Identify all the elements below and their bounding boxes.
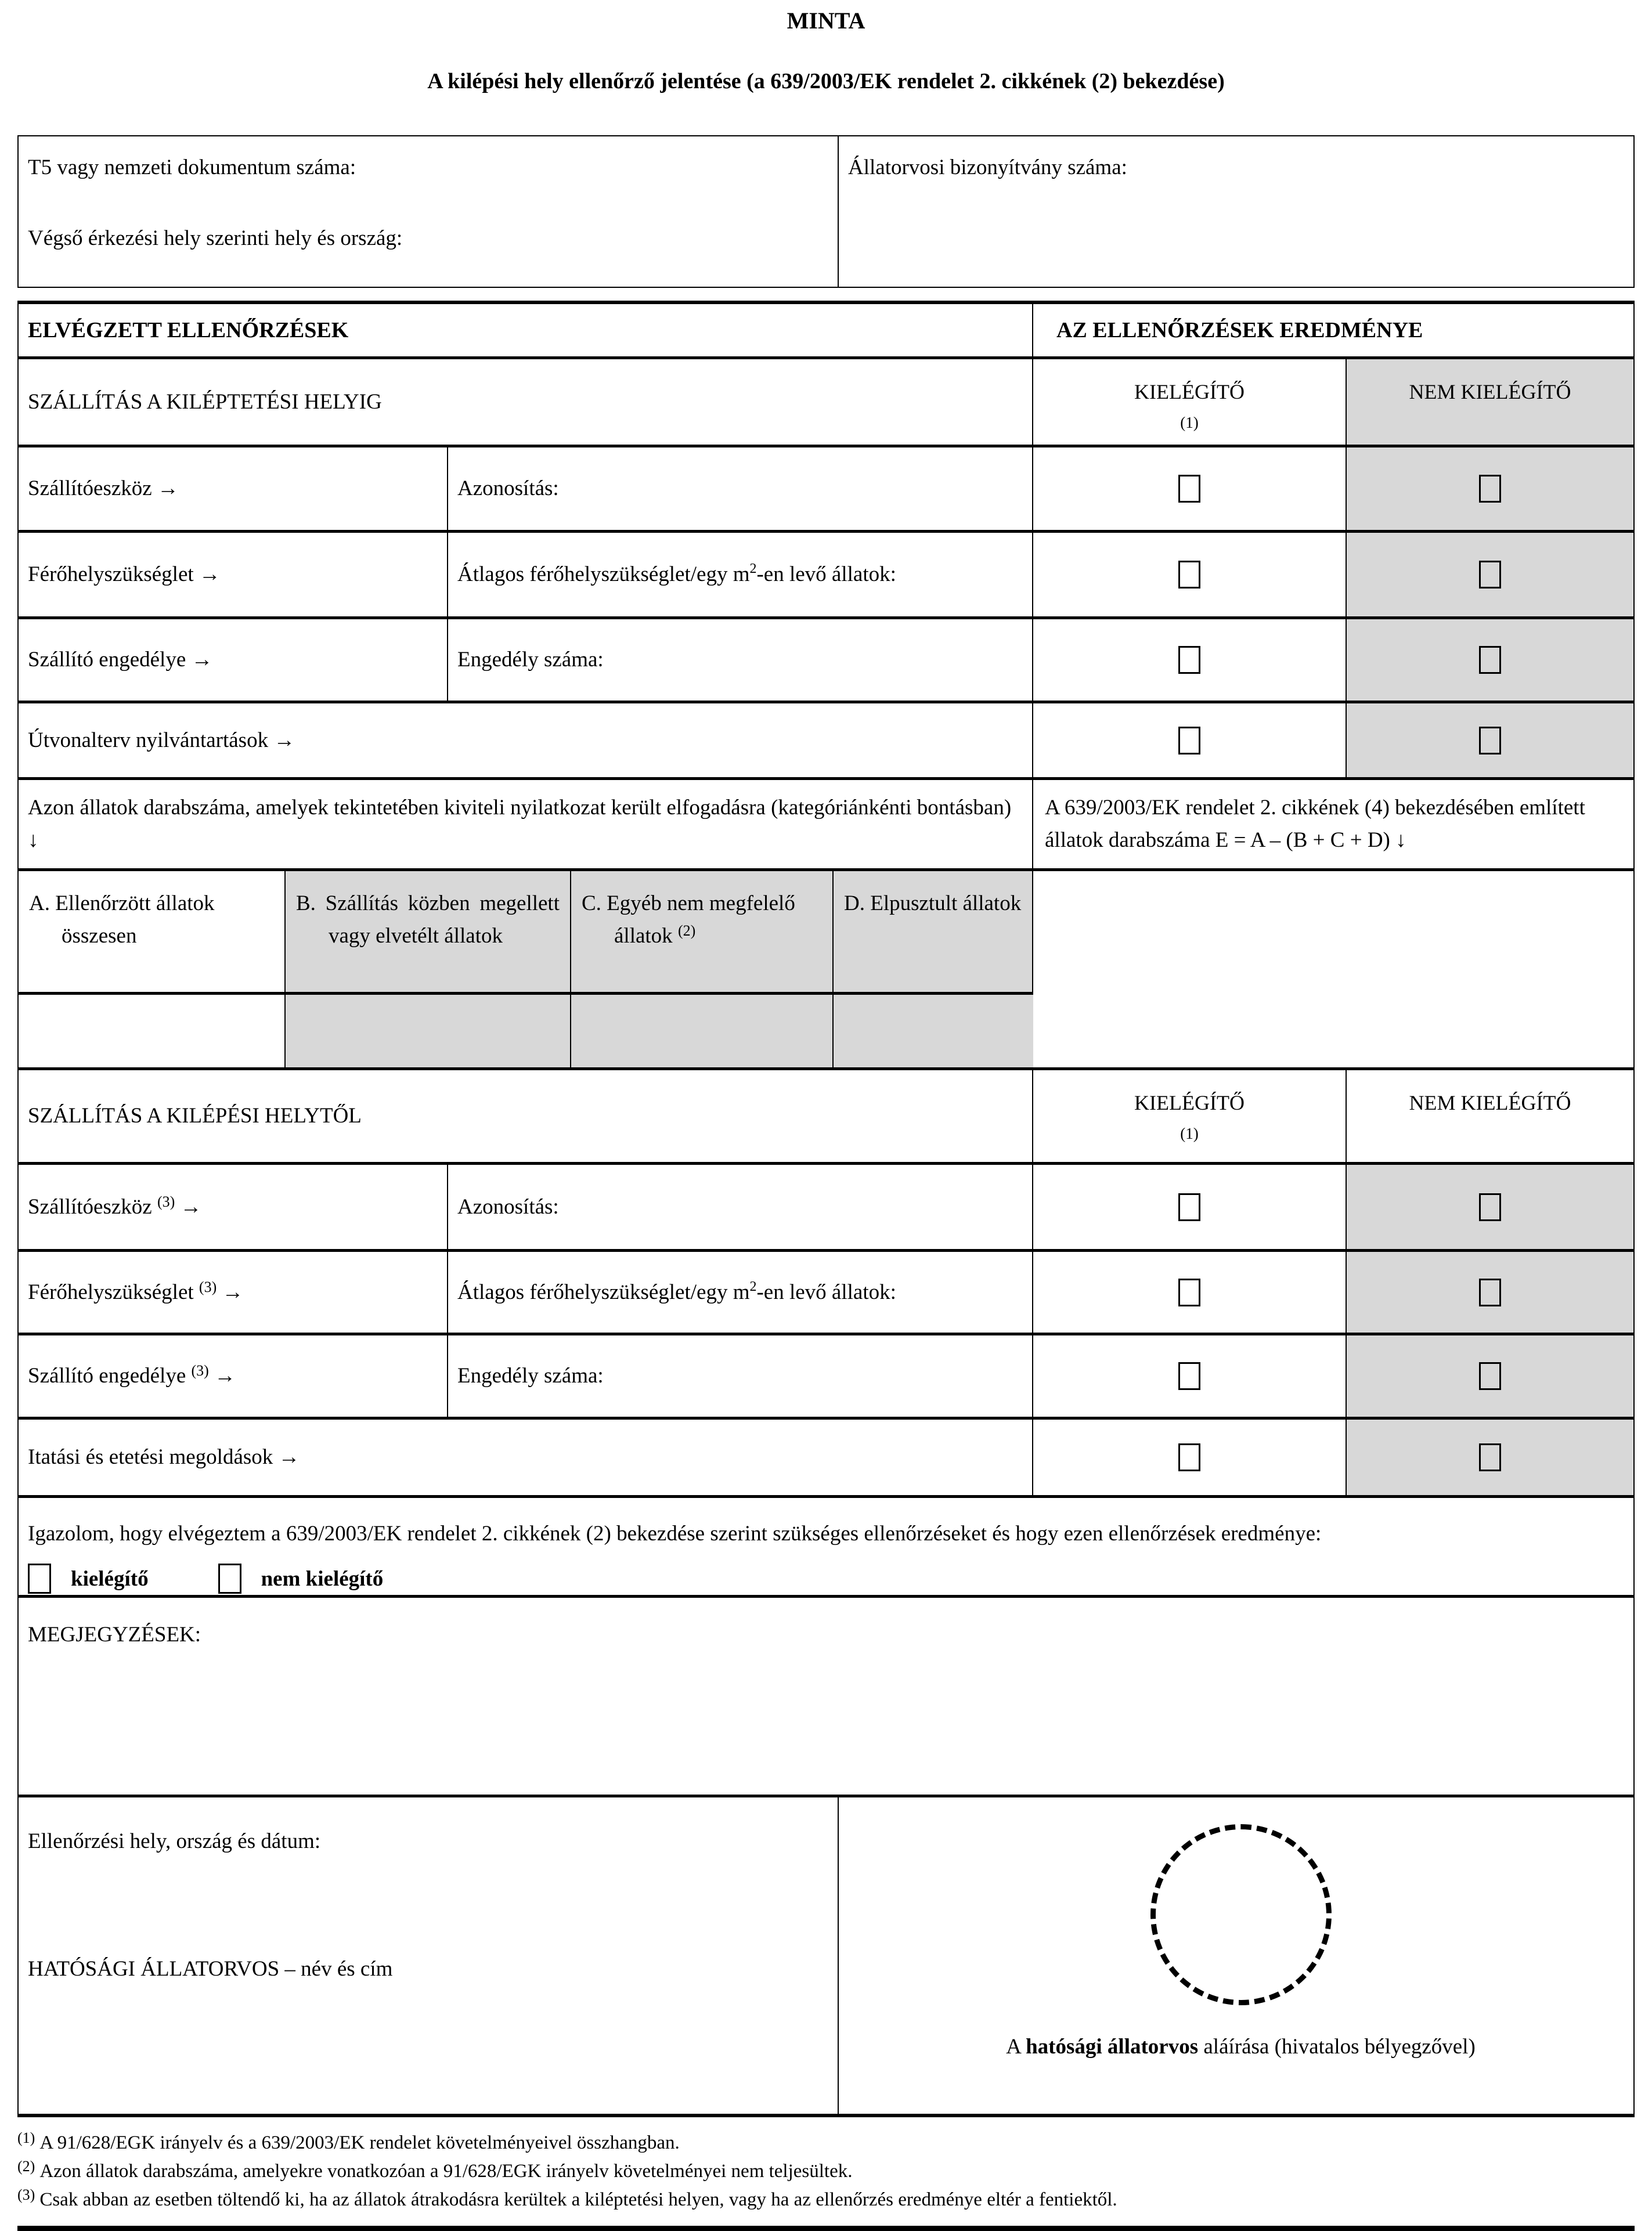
row-label: Férőhelyszükséglet $^{(3)}$ → — [19, 1252, 448, 1333]
signature-caption: A hatósági állatorvos aláírása (hivatalos bélyegzővel) — [1006, 2035, 1476, 2059]
footnote-1: $^{(1)}$ A 91/628/EGK irányelv és a 639/2003/EK rendelet követelményeivel összhangban. — [17, 2129, 680, 2154]
unsatisfactory-cell — [1347, 703, 1633, 777]
satisfactory-checkbox[interactable] — [1178, 1279, 1200, 1306]
arrow-right-icon: → — [217, 1280, 244, 1304]
table-row — [19, 1335, 1633, 1420]
unsatisfactory-checkbox[interactable] — [1479, 646, 1501, 674]
satisfactory-cell — [1033, 447, 1347, 530]
footnote3-marker: (3) — [199, 1278, 217, 1295]
table-row — [19, 533, 1633, 619]
row-detail[interactable]: Engedély száma: — [448, 619, 1033, 701]
satisfactory-cell — [1033, 619, 1347, 701]
col-b-value-cell[interactable] — [286, 995, 571, 1067]
info-right-cell[interactable] — [839, 136, 1633, 287]
col-d-value-cell[interactable] — [834, 995, 1033, 1067]
counts-left-header: Azon állatok darabszáma, amelyek tekintetében kiviteli nyilatkozat került elfogadásra (kategóriánkénti bontásban) ↓ — [19, 780, 1033, 868]
satisfactory-label: kielégítő — [71, 1566, 149, 1591]
section1-header-row — [19, 359, 1633, 447]
unsatisfactory-checkbox[interactable] — [1479, 1279, 1501, 1306]
official-stamp-placeholder — [1150, 1824, 1332, 2005]
comments-cell[interactable] — [19, 1598, 1633, 1795]
arrow-right-icon: → — [208, 1364, 236, 1388]
col-c-header: C. Egyéb nem megfelelő állatok $^{(2)}$ — [571, 871, 834, 995]
section1-title: SZÁLLÍTÁS A KILÉPTETÉSI HELYIG — [19, 359, 1033, 445]
checks-done-header: ELVÉGZETT ELLENŐRZÉSEK — [19, 304, 1033, 356]
unsatisfactory-cell — [1347, 1335, 1633, 1417]
final-destination-label: Végső érkezési hely szerinti hely és ország: — [28, 226, 403, 250]
info-table — [17, 135, 1635, 288]
bottom-rule — [17, 2226, 1635, 2231]
counts-columns-row — [19, 871, 1633, 1070]
counts-right-header: A 639/2003/EK rendelet 2. cikkének (4) bekezdésében említett állatok darabszáma E = A – (B + C + D) ↓ — [1045, 796, 1585, 852]
unsatisfactory-cell — [1347, 619, 1633, 701]
row-label: Útvonalterv nyilvántartások → — [19, 703, 1033, 777]
arrow-right-icon: → — [191, 648, 213, 672]
satisfactory-checkbox[interactable] — [1178, 1362, 1200, 1390]
satisfactory-checkbox[interactable] — [1178, 646, 1200, 674]
certification-cell — [19, 1498, 1633, 1595]
row-label: Szállítóeszköz $^{(3)}$ → — [19, 1165, 448, 1249]
certification-text: Igazolom, hogy elvégeztem a 639/2003/EK rendelet 2. cikkének (2) bekezdése szerint szükséges ellenőrzéseket és hogy ezen ellenőrzések eredménye: — [28, 1522, 1322, 1546]
vet-certificate-number-label: Állatorvosi bizonyítvány száma: — [848, 156, 1127, 180]
unsatisfactory-column-header: NEM KIELÉGÍTŐ — [1409, 1091, 1571, 1115]
certification-row — [19, 1498, 1633, 1598]
row-label: Szállítóeszköz → — [19, 447, 448, 530]
unsatisfactory-checkbox[interactable] — [1479, 1362, 1501, 1390]
satisfactory-column-header: KIELÉGÍTŐ (1) — [1033, 359, 1347, 445]
row-label: Férőhelyszükséglet → — [19, 533, 448, 616]
unsatisfactory-checkbox[interactable] — [1479, 727, 1501, 755]
satisfactory-checkbox[interactable] — [28, 1564, 51, 1594]
unsatisfactory-cell — [1347, 1420, 1633, 1495]
row-detail[interactable]: Engedély száma: — [448, 1335, 1033, 1417]
official-vet-label: HATÓSÁGI ÁLLATORVOS – név és cím — [28, 1956, 393, 1981]
footnote3-marker: (3) — [191, 1362, 209, 1380]
col-a-header: A. Ellenőrzött állatok összesen — [19, 871, 286, 995]
col-d-header: D. Elpusztult állatok — [834, 871, 1033, 995]
table-row — [19, 447, 1633, 533]
document-title: MINTA — [787, 8, 865, 34]
satisfactory-cell — [1033, 1165, 1347, 1249]
counts-header-row — [19, 780, 1633, 871]
footnote-2: $^{(2)}$ Azon állatok darabszáma, amelyekre vonatkozóan a 91/628/EGK irányelv követelményei nem teljesültek. — [17, 2158, 853, 2182]
row-detail[interactable]: Átlagos férőhelyszükséglet/egy $m^2-en$ levő állatok: — [448, 1252, 1033, 1333]
arrow-right-icon: → — [199, 562, 221, 587]
footnote2-marker: (2) — [677, 922, 696, 939]
arrow-right-icon: → — [157, 476, 179, 501]
unsatisfactory-cell — [1347, 533, 1633, 616]
unsatisfactory-cell — [1347, 1252, 1633, 1333]
document-subtitle: A kilépési hely ellenőrző jelentése (a 639/2003/EK rendelet 2. cikkének (2) bekezdése) — [427, 69, 1225, 93]
col-a-value-cell[interactable] — [19, 995, 286, 1067]
comments-row — [19, 1598, 1633, 1797]
footnote2-ref: (2) — [17, 2158, 35, 2175]
satisfactory-checkbox[interactable] — [1178, 561, 1200, 589]
signature-row — [19, 1797, 1633, 2114]
table-row — [19, 619, 1633, 703]
signature-cell[interactable] — [839, 1797, 1633, 2114]
info-left-cell[interactable] — [19, 136, 839, 287]
arrow-right-icon: → — [278, 1445, 300, 1470]
row-detail[interactable]: Átlagos férőhelyszükséglet/egy $m^2-en$ levő állatok: — [448, 533, 1033, 616]
row-label: Szállító engedélye → — [19, 619, 448, 701]
row-detail[interactable]: Azonosítás: — [448, 447, 1033, 530]
unsatisfactory-cell — [1347, 1165, 1633, 1249]
footnote1-marker: (1) — [1180, 1124, 1199, 1142]
footnote1-marker: (1) — [1180, 413, 1199, 431]
satisfactory-cell — [1033, 703, 1347, 777]
unsatisfactory-checkbox[interactable] — [1479, 561, 1501, 589]
satisfactory-cell — [1033, 533, 1347, 616]
footnotes — [17, 2129, 1635, 2214]
table-row — [19, 1165, 1633, 1252]
satisfactory-cell — [1033, 1420, 1347, 1495]
row-label: Itatási és etetési megoldások → — [19, 1420, 1033, 1495]
footnote3-ref: (3) — [17, 2186, 35, 2203]
main-table — [17, 301, 1635, 2117]
col-b-header: B. Szállítás közben megellett vagy elvetélt állatok — [286, 871, 571, 995]
unsatisfactory-label: nem kielégítő — [261, 1566, 384, 1591]
inspection-place-cell[interactable] — [19, 1797, 839, 2114]
unsatisfactory-checkbox[interactable] — [218, 1564, 241, 1594]
arrow-right-icon: → — [175, 1194, 202, 1219]
satisfactory-checkbox[interactable] — [1178, 1443, 1200, 1471]
satisfactory-checkbox[interactable] — [1178, 475, 1200, 503]
footnote-3: $^{(3)}$ Csak abban az esetben töltendő ki, ha az állatok átrakodásra kerültek a kiléptetési helyen, vagy ha az ellenőrzés eredménye eltér a fentiektől. — [17, 2186, 1117, 2210]
row-label: Szállító engedélye $^{(3)}$ → — [19, 1335, 448, 1417]
col-c-value-cell[interactable] — [571, 995, 834, 1067]
t5-document-number-label: T5 vagy nemzeti dokumentum száma: — [28, 156, 356, 180]
unsatisfactory-column-header: NEM KIELÉGÍTŐ — [1347, 359, 1633, 445]
table-row — [19, 1252, 1633, 1335]
certification-choices — [28, 1563, 1619, 1595]
col-e-value-cell[interactable] — [1033, 871, 1633, 1067]
unsatisfactory-checkbox[interactable] — [1479, 1193, 1501, 1221]
unsatisfactory-cell — [1347, 447, 1633, 530]
arrow-right-icon: → — [273, 728, 295, 752]
footnote1-ref: (1) — [17, 2129, 35, 2147]
row-detail[interactable]: Azonosítás: — [448, 1165, 1033, 1249]
unsatisfactory-checkbox[interactable] — [1479, 1443, 1501, 1471]
unsatisfactory-checkbox[interactable] — [1479, 475, 1501, 503]
table-header-row — [19, 304, 1633, 359]
satisfactory-checkbox[interactable] — [1178, 727, 1200, 755]
section2-title: SZÁLLÍTÁS A KILÉPÉSI HELYTŐL — [19, 1070, 1033, 1162]
satisfactory-cell — [1033, 1335, 1347, 1417]
checks-result-header: AZ ELLENŐRZÉSEK EREDMÉNYE — [1056, 317, 1423, 342]
inspection-place-label: Ellenőrzési hely, ország és dátum: — [28, 1829, 321, 1854]
table-row — [19, 703, 1633, 780]
section2-header-row — [19, 1070, 1633, 1165]
satisfactory-column-header: KIELÉGÍTŐ (1) — [1033, 1070, 1347, 1162]
footnote3-marker: (3) — [157, 1193, 175, 1210]
satisfactory-cell — [1033, 1252, 1347, 1333]
satisfactory-checkbox[interactable] — [1178, 1193, 1200, 1221]
comments-label: MEGJEGYZÉSEK: — [28, 1623, 201, 1647]
table-row — [19, 1420, 1633, 1498]
